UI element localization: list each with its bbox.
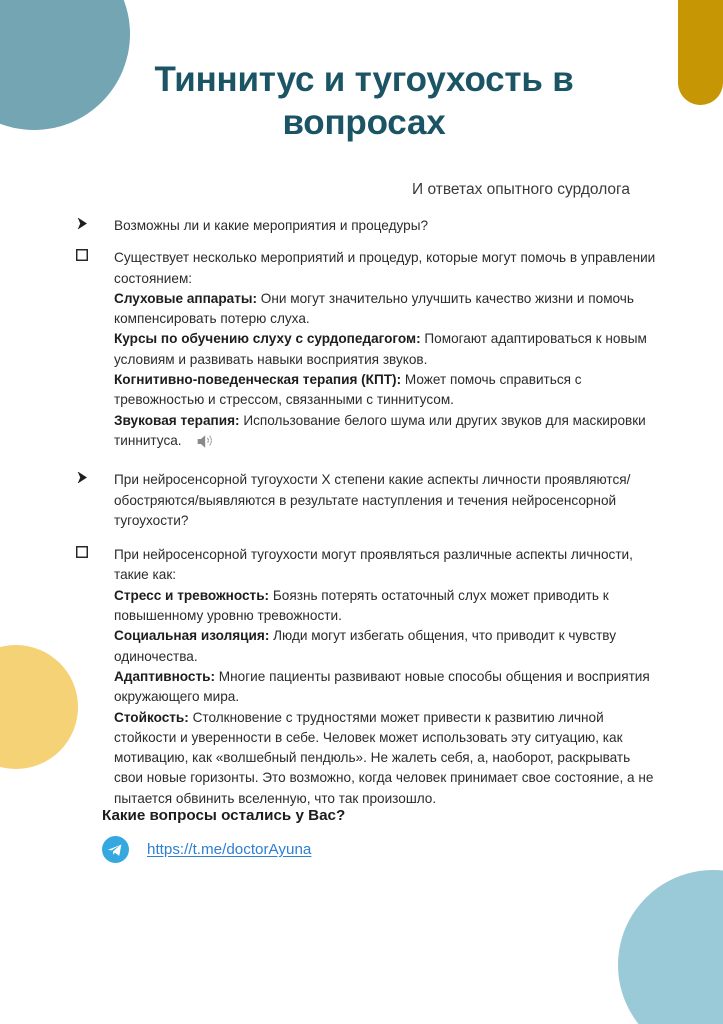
text-run: Многие пациенты развивают новые способы общения и восприятия окружающего мира. (114, 668, 650, 705)
text-run-bold: Слуховые аппараты: (114, 290, 258, 306)
text-run: При нейросенсорной тугоухости могут проявляться различные аспекты личности, такие как: (114, 547, 633, 583)
footer (102, 806, 582, 863)
block-text (114, 545, 656, 809)
speaker-audio-icon[interactable] (196, 433, 216, 456)
text-run: Помогают адаптироваться к новым условиям и развивать навыки восприятия звуков. (114, 331, 647, 367)
block-text (114, 470, 656, 531)
decor-circle-bottom-right (618, 870, 723, 1024)
slide-subtitle: И ответах опытного сурдолога (412, 181, 630, 198)
block-text (114, 216, 656, 236)
text-run: Использование белого шума или других звуков для маскировки тиннитуса. (114, 412, 646, 448)
text-run-bold: Звуковая терапия: (114, 412, 240, 428)
text-run-bold: Когнитивно-поведенческая терапия (КПТ): (114, 372, 402, 388)
content-body (76, 216, 656, 823)
text-run: Столкновение с трудностями может привести к развитию личной стойкости и уверенности в себе. Человек может использовать эту ситуацию, как мотивацию, как «волшебный пендюль». Не жалеть себя, а, наоборот, раскрывать свои новые горизонты. Это возможно, когда человек принимает свое состояние, а не пытается обвинить вселенную, что так произошло. (114, 709, 654, 806)
telegram-link[interactable]: https://t.me/doctorAyuna (147, 841, 312, 858)
content-block (76, 545, 656, 809)
text-run-bold: Курсы по обучению слуху с сурдопедагогом: (114, 331, 421, 347)
arrow-bullet-icon (76, 216, 114, 230)
content-block (76, 216, 656, 236)
text-run: Боязнь потерять остаточный слух может приводить к повышенному уровню тревожности. (114, 587, 609, 624)
text-run-bold: Стресс и тревожность: (114, 587, 270, 603)
text-run-bold: Стойкость: (114, 709, 189, 725)
square-bullet-icon (76, 248, 114, 261)
text-run: Возможны ли и какие мероприятия и процедуры? (114, 218, 429, 233)
text-run: Люди могут избегать общения, что приводит к чувству одиночества. (114, 628, 617, 664)
content-block (76, 470, 656, 531)
text-run-bold: Адаптивность: (114, 668, 216, 684)
text-run-bold: Социальная изоляция: (114, 628, 270, 644)
slide-title: Тиннитус и тугоухость в вопросах (154, 60, 574, 143)
block-text (114, 248, 656, 456)
telegram-icon (102, 836, 129, 863)
square-bullet-icon (76, 545, 114, 558)
text-run: Существует несколько мероприятий и процедур, которые могут помочь в управлении состоянием: (114, 250, 656, 286)
decor-rounded-bar-top-right (678, 0, 723, 105)
text-run: Может помочь справиться с тревожностью и стрессом, связанными с тиннитусом. (114, 372, 582, 408)
text-run: Они могут значительно улучшить качество жизни и помочь компенсировать потерю слуха. (114, 290, 634, 327)
text-run: При нейросенсорной тугоухости Х степени какие аспекты личности проявляются/обостряются/выявляются в результате наступления и течения нейросенсорной тугоухости? (114, 472, 631, 528)
content-block (76, 248, 656, 456)
decor-circle-bottom-left (0, 645, 78, 769)
footer-link-row (102, 836, 582, 863)
footer-question: Какие вопросы остались у Вас? (102, 807, 346, 824)
arrow-bullet-icon (76, 470, 114, 484)
